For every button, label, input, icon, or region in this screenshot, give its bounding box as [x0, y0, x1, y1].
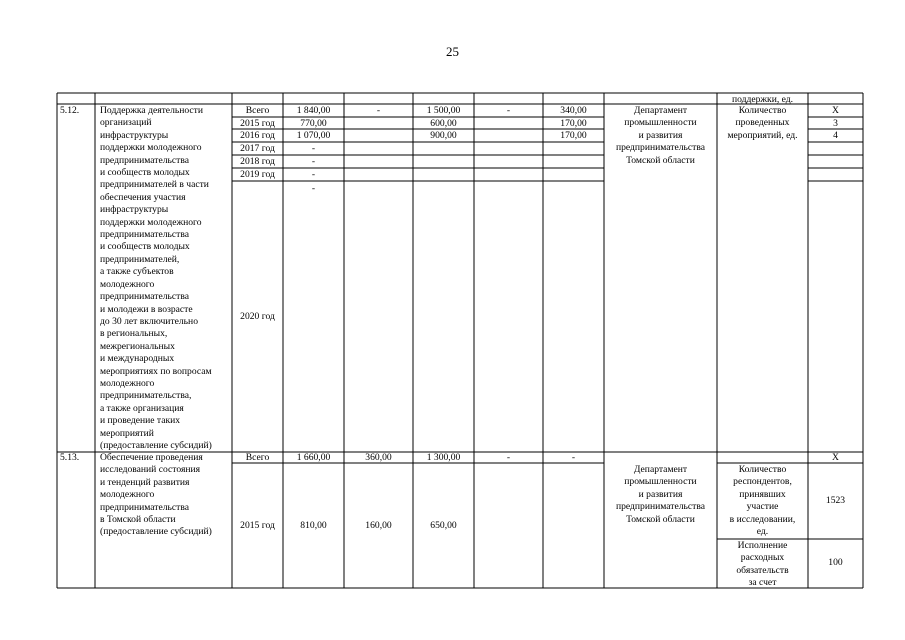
- cell-line: предпринимательства: [615, 501, 706, 513]
- year-label: Всего: [245, 452, 270, 463]
- cell-line: в Томской области: [100, 514, 176, 526]
- cell-line: и развития: [638, 129, 683, 141]
- cell-line: поддержки молодежного: [100, 216, 202, 228]
- cell-line: промышленности: [624, 476, 697, 488]
- regional-value: 650,00: [430, 520, 457, 531]
- cell-line: предпринимательства,: [100, 390, 192, 402]
- indicator-name: [717, 464, 808, 538]
- cell-line: Департамент: [633, 464, 688, 475]
- total-value: 1 070,00: [296, 130, 331, 141]
- other-value: 340,00: [560, 105, 587, 116]
- cell-line: исследований состояния: [100, 464, 201, 476]
- cell-line: предпринимательства: [615, 142, 706, 154]
- cell-line: расходных: [740, 552, 785, 564]
- executor: [604, 105, 717, 167]
- year-label: 2015 год: [240, 118, 275, 129]
- federal-value: 360,00: [365, 452, 392, 463]
- cell-line: предпринимателей,: [100, 253, 180, 265]
- total-value: 810,00: [300, 520, 327, 531]
- regional-value: 1 300,00: [426, 452, 461, 463]
- cell-line: мероприятий: [100, 427, 154, 439]
- cell-line: и проведение таких: [100, 415, 181, 427]
- other-value: -: [571, 452, 576, 463]
- federal-value: 160,00: [365, 520, 392, 531]
- total-value: -: [311, 169, 316, 180]
- cell-line: поддержки молодежного: [100, 142, 202, 154]
- cell-line: и сообществ молодых: [100, 241, 190, 253]
- total-value: -: [311, 143, 316, 154]
- year-label: 2018 год: [240, 156, 275, 167]
- cell-line: принявших: [739, 488, 786, 500]
- cell-line: участие: [746, 501, 779, 513]
- total-value: -: [311, 183, 316, 194]
- year-label: 2019 год: [240, 169, 275, 180]
- cell-line: Томской области: [626, 513, 695, 525]
- total-value: -: [311, 156, 316, 167]
- cell-line: обязательств: [736, 564, 789, 576]
- cell-line: и тенденций развития: [100, 476, 190, 488]
- cell-line: предпринимательства: [100, 291, 190, 303]
- year-label: 2017 год: [240, 143, 275, 154]
- cell-line: и развития: [638, 488, 683, 500]
- other-value: 170,00: [560, 130, 587, 141]
- row-number: 5.13.: [60, 452, 80, 463]
- regional-value: 900,00: [430, 130, 457, 141]
- cell-line: молодежного: [100, 489, 155, 501]
- total-value: 1 840,00: [296, 105, 331, 116]
- indicator-value: 4: [833, 130, 838, 141]
- indicator-value: Х: [832, 105, 839, 116]
- cell-line: организаций: [100, 117, 152, 129]
- cell-line: молодежного: [100, 278, 155, 290]
- indicator-continuation: поддержки, ед.: [731, 94, 794, 105]
- cell-line: ед.: [756, 526, 769, 538]
- local-value: -: [506, 105, 511, 116]
- cell-line: межрегиональных: [100, 340, 175, 352]
- indicator-value: 100: [828, 557, 843, 568]
- cell-line: проведенных: [735, 117, 790, 129]
- regional-value: 600,00: [430, 118, 457, 129]
- cell-line: (предоставление субсидий): [100, 439, 212, 451]
- year-label: 2016 год: [240, 130, 275, 141]
- cell-line: в региональных,: [100, 328, 168, 340]
- regional-value: 1 500,00: [426, 105, 461, 116]
- cell-line: Томской области: [626, 154, 695, 166]
- total-value: 770,00: [300, 118, 327, 129]
- other-value: 170,00: [560, 118, 587, 129]
- cell-line: а также организация: [100, 402, 184, 414]
- cell-line: Количество: [738, 105, 787, 116]
- cell-line: в исследовании,: [729, 513, 796, 525]
- cell-line: респондентов,: [733, 476, 792, 488]
- cell-line: предпринимательства: [100, 154, 190, 166]
- indicator-value: 3: [833, 118, 838, 129]
- cell-line: (предоставление субсидий): [100, 526, 212, 538]
- cell-line: Количество: [738, 464, 787, 475]
- year-label: Всего: [245, 105, 270, 116]
- activity-name: [100, 452, 212, 539]
- cell-line: Поддержка деятельности: [100, 105, 203, 116]
- cell-line: Департамент: [633, 105, 688, 116]
- cell-line: промышленности: [624, 117, 697, 129]
- indicator-value: 1523: [825, 495, 846, 506]
- cell-line: молодежного: [100, 377, 155, 389]
- executor: [604, 464, 717, 526]
- cell-line: до 30 лет включительно: [100, 315, 198, 327]
- page-number: 25: [446, 44, 459, 59]
- cell-line: предпринимателей в части: [100, 179, 209, 191]
- cell-line: за счет: [748, 577, 777, 589]
- cell-line: мероприятий, ед.: [727, 129, 798, 141]
- cell-line: а также субъектов: [100, 266, 174, 278]
- cell-line: и сообществ молодых: [100, 167, 190, 179]
- year-label: 2015 год: [240, 520, 275, 531]
- cell-line: предпринимательства: [100, 229, 190, 241]
- cell-line: Обеспечение проведения: [100, 452, 203, 463]
- indicator-name: [717, 105, 808, 142]
- cell-line: Исполнение: [737, 540, 788, 551]
- local-value: -: [506, 452, 511, 463]
- cell-line: предпринимательства: [100, 501, 190, 513]
- cell-line: и молодежи в возрасте: [100, 303, 193, 315]
- activity-name: [100, 105, 212, 452]
- row-number: 5.12.: [60, 105, 80, 116]
- federal-value: -: [376, 105, 381, 116]
- cell-line: мероприятиях по вопросам: [100, 365, 212, 377]
- total-value: 1 660,00: [296, 452, 331, 463]
- cell-line: обеспечения участия: [100, 191, 186, 203]
- year-label: 2020 год: [240, 311, 275, 322]
- cell-line: инфраструктуры: [100, 204, 169, 216]
- cell-line: инфраструктуры: [100, 129, 169, 141]
- indicator-name: [717, 540, 808, 590]
- indicator-value: Х: [832, 452, 839, 463]
- cell-line: и международных: [100, 353, 175, 365]
